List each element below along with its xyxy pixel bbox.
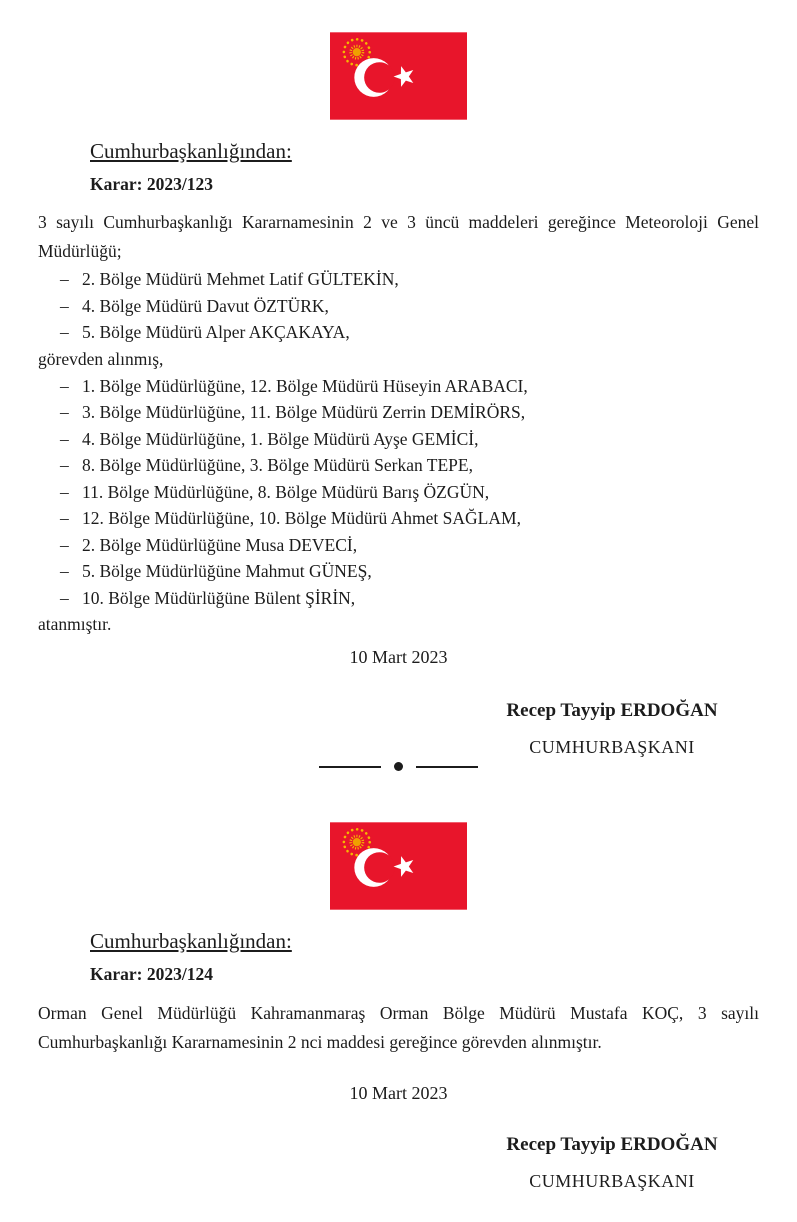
list-item-text: 4. Bölge Müdürü Davut ÖZTÜRK, — [82, 295, 329, 316]
list-item-text: 5. Bölge Müdürlüğüne Mahmut GÜNEŞ, — [82, 561, 372, 581]
dismissal-closing: görevden alınmış, — [38, 348, 164, 369]
dismissed-list — [38, 266, 759, 346]
decision-number: Karar: 2023/123 — [90, 174, 213, 194]
turkish-presidential-flag — [330, 822, 467, 910]
list-item — [38, 319, 759, 346]
list-item — [38, 399, 759, 426]
decision-intro: 3 sayılı Cumhurbaşkanlığı Kararnamesinin 2 ve 3 üncü maddeleri gereğince Meteoroloji Genel Müdürlüğü; — [38, 212, 759, 261]
authority-heading: Cumhurbaşkanlığından: — [90, 929, 292, 953]
dash-bullet: – — [60, 561, 69, 581]
list-item — [38, 558, 759, 585]
dash-bullet: – — [60, 587, 69, 608]
signature-block — [487, 1133, 737, 1193]
decision-section-2 — [0, 790, 797, 1193]
list-item-text: 11. Bölge Müdürlüğüne, 8. Bölge Müdürü Barış ÖZGÜN, — [82, 481, 490, 502]
decision-date: 10 Mart 2023 — [349, 647, 448, 667]
dash-bullet: – — [60, 428, 69, 449]
dash-bullet: – — [60, 402, 69, 422]
emblem-sun-core — [353, 838, 361, 846]
dash-bullet: – — [60, 508, 69, 528]
dash-bullet: – — [60, 269, 69, 289]
list-item-text: 2. Bölge Müdürlüğüne Musa DEVECİ, — [82, 534, 358, 555]
decision-body: Orman Genel Müdürlüğü Kahramanmaraş Orman Bölge Müdürü Mustafa KOÇ, 3 sayılı Cumhurbaşkanlığı Kararnamesinin 2 nci maddesi gereğince görevden alınmıştır. — [38, 1003, 759, 1052]
separator-line — [319, 766, 381, 768]
list-item-text: 12. Bölge Müdürlüğüne, 10. Bölge Müdürü Ahmet SAĞLAM, — [82, 508, 521, 528]
dash-bullet: – — [60, 375, 69, 396]
list-item — [38, 479, 759, 506]
list-item — [38, 452, 759, 479]
list-item — [38, 426, 759, 453]
list-item-text: 4. Bölge Müdürlüğüne, 1. Bölge Müdürü Ayşe GEMİCİ, — [82, 428, 479, 449]
dash-bullet: – — [60, 455, 69, 475]
list-item-text: 3. Bölge Müdürlüğüne, 11. Bölge Müdürü Zerrin DEMİRÖRS, — [82, 402, 526, 422]
list-item — [38, 266, 759, 293]
signer-title: CUMHURBAŞKANI — [529, 737, 695, 757]
crescent-inner — [364, 62, 395, 93]
signer-title: CUMHURBAŞKANI — [529, 1171, 695, 1191]
list-item-text: 10. Bölge Müdürlüğüne Bülent ŞİRİN, — [82, 587, 356, 608]
list-item-text: 1. Bölge Müdürlüğüne, 12. Bölge Müdürü Hüseyin ARABACI, — [82, 375, 528, 396]
list-item — [38, 293, 759, 320]
signer-name: Recep Tayyip ERDOĞAN — [506, 1134, 718, 1155]
list-item — [38, 373, 759, 400]
decision-date: 10 Mart 2023 — [349, 1083, 448, 1103]
list-item — [38, 532, 759, 559]
crescent-inner — [364, 852, 395, 883]
turkish-presidential-flag — [330, 32, 467, 120]
decision-number: Karar: 2023/124 — [90, 964, 213, 984]
authority-heading: Cumhurbaşkanlığından: — [90, 139, 292, 163]
dash-bullet: – — [60, 481, 69, 502]
appointment-closing: atanmıştır. — [38, 614, 112, 634]
list-item — [38, 505, 759, 532]
list-item-text: 8. Bölge Müdürlüğüne, 3. Bölge Müdürü Serkan TEPE, — [82, 455, 473, 475]
dash-bullet: – — [60, 534, 69, 555]
signature-block — [487, 699, 737, 759]
list-item — [38, 585, 759, 612]
dash-bullet: – — [60, 322, 69, 342]
signer-name: Recep Tayyip ERDOĞAN — [506, 700, 718, 721]
separator-line — [416, 766, 478, 768]
emblem-sun-core — [353, 48, 361, 56]
separator-dot — [394, 762, 403, 771]
list-item-text: 5. Bölge Müdürü Alper AKÇAKAYA, — [82, 322, 350, 342]
dash-bullet: – — [60, 295, 69, 316]
appointed-list — [38, 373, 759, 612]
section-separator — [0, 762, 797, 771]
list-item-text: 2. Bölge Müdürü Mehmet Latif GÜLTEKİN, — [82, 269, 399, 289]
